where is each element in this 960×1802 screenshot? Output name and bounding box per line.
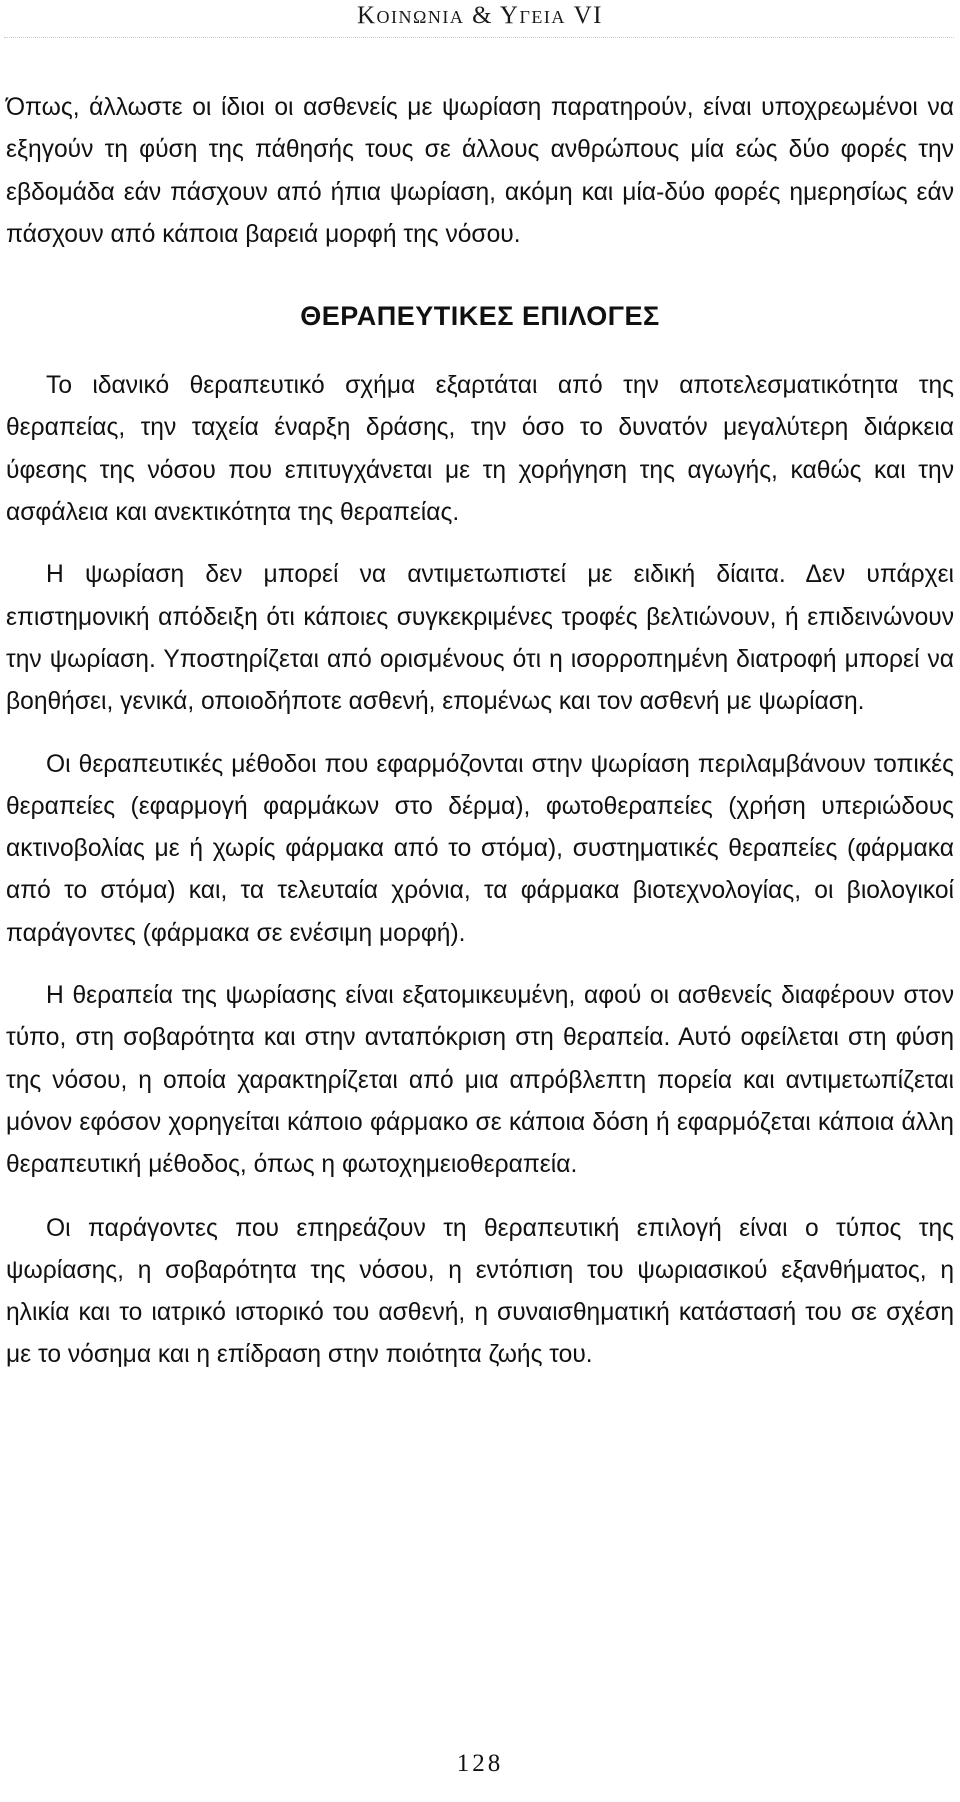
header-divider	[4, 37, 954, 38]
paragraph-individualized: Η θεραπεία της ψωρίασης είναι εξατομικευμένη, αφού οι ασθενείς διαφέρουν στον τύπο, στη σοβαρότητα και στην ανταπόκριση στη θεραπεία. Αυτό οφείλεται στη φύση της νόσου, η οποία χαρακτηρίζεται από μια απρόβλεπτη πορεία και αντιμετωπίζεται μόνον εφόσον χορηγείται κάποιο φάρμακο σε κάποια δόση ή εφαρμόζεται κάποια άλλη θεραπευτική μέθοδος, όπως η φωτοχημειοθεραπεία.	[6, 982, 954, 1179]
intro-paragraph: Όπως, άλλωστε οι ίδιοι οι ασθενείς με ψωρίαση παρατηρούν, είναι υποχρεωμένοι να εξηγούν τη φύση της πάθησής τους σε άλλους ανθρώπους μία εώς δύο φορές την εβδομάδα εάν πάσχουν από ήπια ψωρίαση, ακόμη και μία-δύο φορές ημερησίως εάν πάσχουν από κάποια βαρειά μορφή της νόσου.	[6, 94, 954, 248]
paragraph-diet: Η ψωρίαση δεν μπορεί να αντιμετωπιστεί με ειδική δίαιτα. Δεν υπάρχει επιστημονική απόδειξη ότι κάποιες συγκεκριμένες τροφές βελτιώνουν, ή επιδεινώνουν την ψωρίαση. Υποστηρίζεται από ορισμένους ότι η ισορροπημένη διατροφή μπορεί να βοηθήσει, γενικά, οποιοδήποτε ασθενή, επομένως και τον ασθενή με ψωρίαση.	[6, 561, 954, 716]
section-heading: ΘΕΡΑΠΕΥΤΙΚΕΣ ΕΠΙΛΟΓΕΣ	[300, 301, 660, 332]
page-number: 128	[456, 1750, 504, 1777]
paragraph-methods: Οι θεραπευτικές μέθοδοι που εφαρμόζονται στην ψωρίαση περιλαμβάνουν τοπικές θεραπείες (εφαρμογή φαρμάκων στο δέρμα), φωτοθεραπείες (χρήση υπεριώδους ακτινοβολίας με ή χωρίς φάρμακα από το στόμα), συστηματικές θεραπείες (φάρμακα από το στόμα) και, τα τελευταία χρόνια, τα φάρμακα βιοτεχνολογίας, οι βιολογικοί παράγοντες (φάρμακα σε ενέσιμη μορφή).	[6, 750, 954, 947]
paragraph-ideal-regimen: Το ιδανικό θεραπευτικό σχήμα εξαρτάται από την αποτελεσματικότητα της θεραπείας, την ταχεία έναρξη δράσης, την όσο το δυνατόν μεγαλύτερη διάρκεια ύφεσης της νόσου που επιτυγχάνεται με τη χορήγηση της αγωγής, καθώς και την ασφάλεια και ανεκτικότητα της θεραπείας.	[6, 372, 954, 527]
running-head-title: Κοινωνια & Υγεια VI	[356, 2, 603, 29]
page-body	[6, 87, 954, 1377]
paragraph-factors: Οι παράγοντες που επηρεάζουν τη θεραπευτική επιλογή είναι ο τύπος της ψωρίασης, η σοβαρότητα της νόσου, η εντόπιση του ψωριασικού εξανθήματος, η ηλικία και το ιατρικό ιστορικό του ασθενή, η συναισθηματική κατάστασή του σε σχέση με το νόσημα και η επίδραση στην ποιότητα ζωής του.	[6, 1214, 954, 1369]
